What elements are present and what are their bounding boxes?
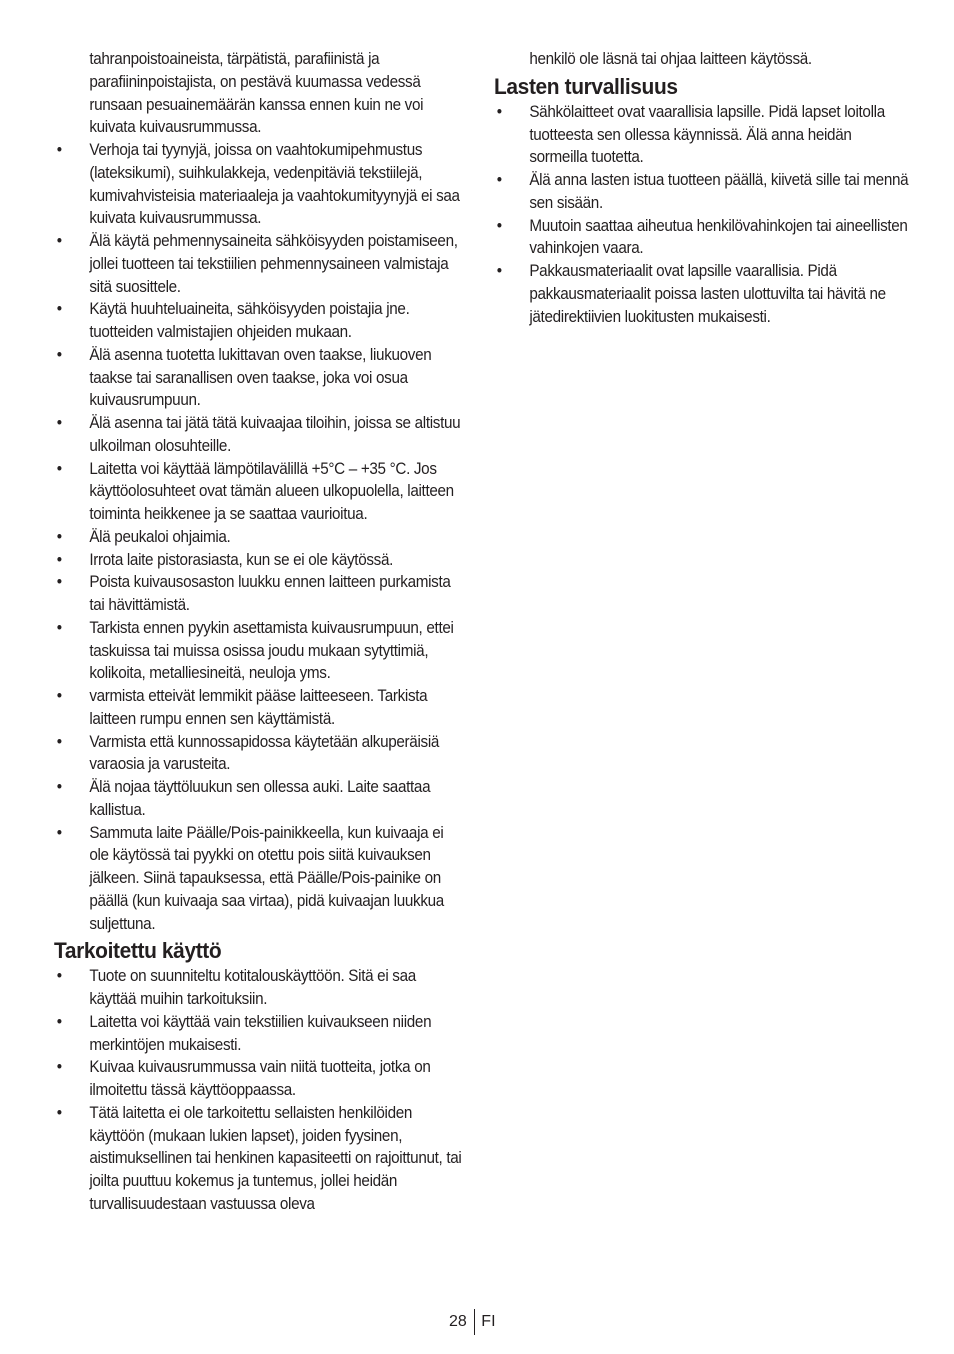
bullet-icon: •: [56, 1012, 62, 1031]
bullet-icon: •: [56, 550, 62, 569]
footer-divider: [474, 1309, 476, 1335]
list-item: • Älä asenna tuotetta lukittavan oven taakse, liukuoven taakse tai saranallisen oven taakse, joka voi osua kuivausrumpuun.: [56, 345, 432, 410]
bullet-icon: •: [496, 102, 502, 121]
bullet-icon: •: [56, 1058, 62, 1077]
bullet-icon: •: [56, 618, 62, 637]
bullet-icon: •: [56, 778, 62, 796]
list-item: • Älä asenna tai jätä tätä kuivaajaa tiloihin, joissa se altistuu ulkoilman olosuhteille.: [56, 414, 461, 455]
bullet-icon: •: [56, 1103, 62, 1122]
bullet-icon: •: [496, 216, 502, 235]
list-item: • Älä peukaloi ohjaimia.: [54, 526, 465, 549]
bullet-icon: •: [56, 823, 62, 842]
list-item: • Poista kuivausosaston luukku ennen laitteen purkamista tai hävittämistä.: [56, 573, 451, 614]
list-item: • Laitetta voi käyttää vain tekstiilien kuivaukseen niiden merkintöjen mukaisesti.: [56, 1012, 432, 1054]
list-item: • Älä käytä pehmennysaineita sähköisyyden poistamiseen, jollei tuotteen tai tekstiilien pehmennysaineen valmistaja sitä suosittele.: [56, 232, 458, 296]
bullet-icon: •: [56, 527, 62, 546]
bullet-icon: •: [56, 414, 62, 432]
section-heading-intended-use: Tarkoitettu käyttö: [54, 938, 222, 964]
list-item: • Sähkölaitteet ovat vaarallisia lapsille. Pidä lapset loitolla tuotteesta sen ollessa käynnissä. Älä anna heidän sormeilla tuotetta.: [496, 102, 885, 167]
list-item: • Älä nojaa täyttöluukun sen ollessa auki. Laite saattaa kallistua.: [56, 778, 431, 819]
page-footer: [449, 1308, 496, 1336]
list-item: • varmista etteivät lemmikit pääse laitteeseen. Tarkista laitteen rumpu ennen sen käyttämistä.: [56, 687, 428, 728]
left-column: [54, 48, 465, 1216]
list-item: • Irrota laite pistorasiasta, kun se ei ole käytössä.: [54, 549, 465, 572]
list-item: • Sammuta laite Päälle/Pois-painikkeella, kun kuivaaja ei ole käytössä tai pyykki on otettu pois siitä kuivauksen jälkeen. Siinä tapauksessa, että Päälle/Pois-painike on päällä (kun kuivaaja saa virtaa), pidä kuivaajan luukkua suljettuna.: [56, 823, 444, 933]
continuation-text: tahranpoistoaineista, tärpätistä, parafiinistä ja parafiininpoistajista, on pestävä kuumassa vedessä runsaan pesuainemäärän kanssa ennen kuin ne voi kuivata kuivausrummussa.: [89, 50, 424, 137]
list-item: • Tuote on suunniteltu kotitalouskäyttöön. Sitä ei saa käyttää muihin tarkoituksiin.: [56, 967, 416, 1008]
bullet-icon: •: [56, 345, 62, 364]
right-column: [494, 48, 913, 328]
list-item: • Pakkausmateriaalit ovat lapsille vaarallisia. Pidä pakkausmateriaalit poissa lasten ulottuvilta tai hävitä ne jätedirektiivien luokitusten mukaisesti.: [496, 262, 886, 326]
child-safety-list: [494, 101, 913, 329]
bullet-icon: •: [56, 141, 62, 159]
list-item: • Muutoin saattaa aiheutua henkilövahinkojen tai aineellisten vahinkojen vaara.: [496, 216, 908, 258]
bullet-icon: •: [56, 732, 62, 751]
intended-use-list: [54, 965, 465, 1215]
bullet-icon: •: [56, 459, 62, 478]
list-item: • Laitetta voi käyttää lämpötilavälillä +5°C – +35 °C. Jos käyttöolosuhteet ovat tämän alueen ulkopuolella, laitteen toiminta heikkenee ja se saattaa vaurioitua.: [56, 459, 454, 523]
bullet-icon: •: [56, 573, 62, 592]
list-item: • Verhoja tai tyynyjä, joissa on vaahtokumipehmustus (lateksikumi), suihkulakkeja, vedenpitäviä tekstiilejä, kumivahvisteisia materiaaleja ja vaahtokumityynyjä ei saa kuivata kuivausrummussa.: [56, 141, 460, 228]
list-item: • Käytä huuhteluaineita, sähköisyyden poistajia jne. tuotteiden valmistajien ohjeiden mukaan.: [56, 300, 410, 341]
bullet-icon: •: [56, 300, 62, 319]
list-item: • Älä anna lasten istua tuotteen päällä, kiivetä sille tai mennä sen sisään.: [496, 171, 909, 212]
section-heading-child-safety: Lasten turvallisuus: [494, 73, 678, 99]
continuation-text: henkilö ole läsnä tai ohjaa laitteen käytössä.: [529, 50, 812, 68]
list-item: • Varmista että kunnossapidossa käytetään alkuperäisiä varaosia ja varusteita.: [56, 732, 440, 774]
language-code: FI: [481, 1313, 496, 1330]
bullet-icon: •: [496, 171, 502, 189]
bullet-icon: •: [56, 967, 62, 986]
safety-list: [54, 139, 465, 935]
bullet-icon: •: [496, 262, 502, 280]
page-number: 28: [449, 1313, 467, 1330]
bullet-icon: •: [56, 232, 62, 250]
list-item: • Kuivaa kuivausrummussa vain niitä tuotteita, jotka on ilmoitettu tässä käyttöoppaassa.: [56, 1058, 431, 1099]
bullet-icon: •: [56, 687, 62, 705]
list-item: • Tarkista ennen pyykin asettamista kuivausrumpuun, ettei taskuissa tai muissa osissa joudu mukaan sytyttimiä, kolikoita, metalliesineitä, neuloja yms.: [56, 618, 454, 683]
list-item: • Tätä laitetta ei ole tarkoitettu sellaisten henkilöiden käyttöön (mukaan lukien lapset), joiden fyysinen, aistimuksellinen tai henkinen kapasiteetti on rajoittunut, tai joilta puuttuu kokemus ja tuntemus, jollei heidän turvallisuudestaan vastuussa oleva: [56, 1103, 462, 1213]
